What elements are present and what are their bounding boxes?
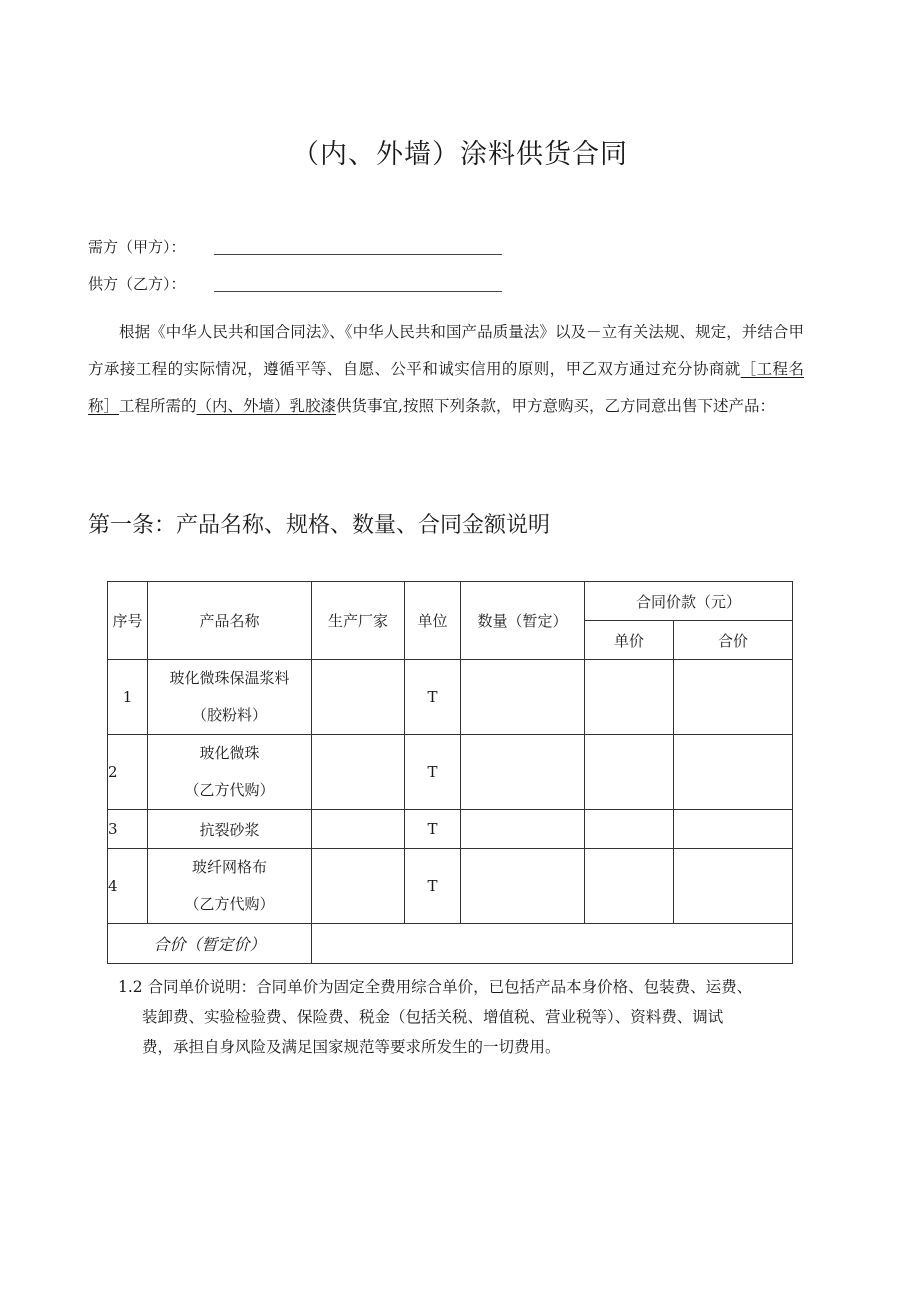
table-row xyxy=(108,660,793,735)
table-row xyxy=(108,735,793,810)
section-1-heading: 第一条：产品名称、规格、数量、合同金额说明 xyxy=(88,513,551,538)
contract-title: （内、外墙）涂料供货合同 xyxy=(292,139,628,170)
intro-text-1: 根据《中华人民共和国合同法》、《中华人民共和国产品质量法》以及－立有关法规、规定，并结合甲方承接工程的实际情况，遵循平等、自愿、公平和诚实信用的原则，甲乙双方通过充分协商就 xyxy=(88,323,804,378)
total-value[interactable] xyxy=(312,924,793,964)
header-unit: 单位 xyxy=(405,582,461,660)
buyer-label: 需方（甲方）： xyxy=(88,238,186,256)
row-total-price[interactable] xyxy=(674,660,793,735)
header-contract-price: 合同价款（元） xyxy=(585,582,793,621)
supplier-blank-line[interactable] xyxy=(214,291,502,292)
row-name-line1: 玻化微珠保温浆料 xyxy=(169,669,290,687)
intro-text-2: 工程所需的 xyxy=(119,397,197,415)
intro-paragraph xyxy=(88,314,804,425)
row-name-line1: 玻化微珠 xyxy=(199,744,260,762)
supplier-label: 供方（乙方）： xyxy=(88,275,186,293)
header-total-price: 合价 xyxy=(674,621,793,660)
row-unit-price[interactable] xyxy=(585,810,674,849)
row-manufacturer[interactable] xyxy=(312,660,405,735)
row-unit-price[interactable] xyxy=(585,660,674,735)
row-quantity[interactable] xyxy=(461,849,585,924)
row-seq: 2 xyxy=(108,735,148,810)
unit-price-note xyxy=(118,972,808,1062)
row-name: 抗裂砂浆 xyxy=(148,810,312,849)
header-unit-price: 单价 xyxy=(585,621,674,660)
buyer-field xyxy=(88,236,186,257)
table-header-row xyxy=(108,582,793,621)
project-name-placeholder: ［工程名称］ xyxy=(88,360,804,415)
row-manufacturer[interactable] xyxy=(312,849,405,924)
row-seq: 1 xyxy=(108,660,148,735)
product-table xyxy=(107,581,793,964)
note-line-1: 1.2 合同单价说明：合同单价为固定全费用综合单价，已包括产品本身价格、包装费、运费、 xyxy=(118,978,753,996)
row-unit: T xyxy=(405,660,461,735)
header-quantity: 数量（暂定） xyxy=(461,582,585,660)
row-manufacturer[interactable] xyxy=(312,735,405,810)
row-unit: T xyxy=(405,849,461,924)
row-unit-price[interactable] xyxy=(585,735,674,810)
supplier-field xyxy=(88,273,186,294)
header-manufacturer: 生产厂家 xyxy=(312,582,405,660)
header-name: 产品名称 xyxy=(148,582,312,660)
row-seq: 3 xyxy=(108,810,148,849)
intro-text-3: 供货事宜,按照下列条款，甲方意购买，乙方同意出售下述产品： xyxy=(336,397,775,415)
row-name-line2: （乙方代购） xyxy=(184,781,275,799)
note-line-3: 费，承担自身风险及满足国家规范等要求所发生的一切费用。 xyxy=(142,1038,561,1056)
row-unit: T xyxy=(405,810,461,849)
row-name-line2: （乙方代购） xyxy=(184,895,275,913)
header-seq: 序号 xyxy=(108,582,148,660)
row-name xyxy=(148,660,312,735)
row-seq: 4 xyxy=(108,849,148,924)
buyer-blank-line[interactable] xyxy=(214,254,502,255)
row-name-line2: （胶粉料） xyxy=(191,706,267,724)
table-row xyxy=(108,849,793,924)
row-unit-price[interactable] xyxy=(585,849,674,924)
row-name-line1: 玻纤网格布 xyxy=(191,858,267,876)
row-quantity[interactable] xyxy=(461,810,585,849)
row-quantity[interactable] xyxy=(461,660,585,735)
row-total-price[interactable] xyxy=(674,810,793,849)
row-quantity[interactable] xyxy=(461,735,585,810)
row-total-price[interactable] xyxy=(674,849,793,924)
row-total-price[interactable] xyxy=(674,735,793,810)
row-unit: T xyxy=(405,735,461,810)
total-label: 合价（暂定价） xyxy=(108,924,312,964)
row-manufacturer[interactable] xyxy=(312,810,405,849)
note-line-2: 装卸费、实验检验费、保险费、税金（包括关税、增值税、营业税等）、资料费、调试 xyxy=(142,1008,724,1026)
table-total-row xyxy=(108,924,793,964)
table-row xyxy=(108,810,793,849)
product-placeholder: （内、外墙）乳胶漆 xyxy=(196,397,337,415)
row-name xyxy=(148,735,312,810)
row-name xyxy=(148,849,312,924)
